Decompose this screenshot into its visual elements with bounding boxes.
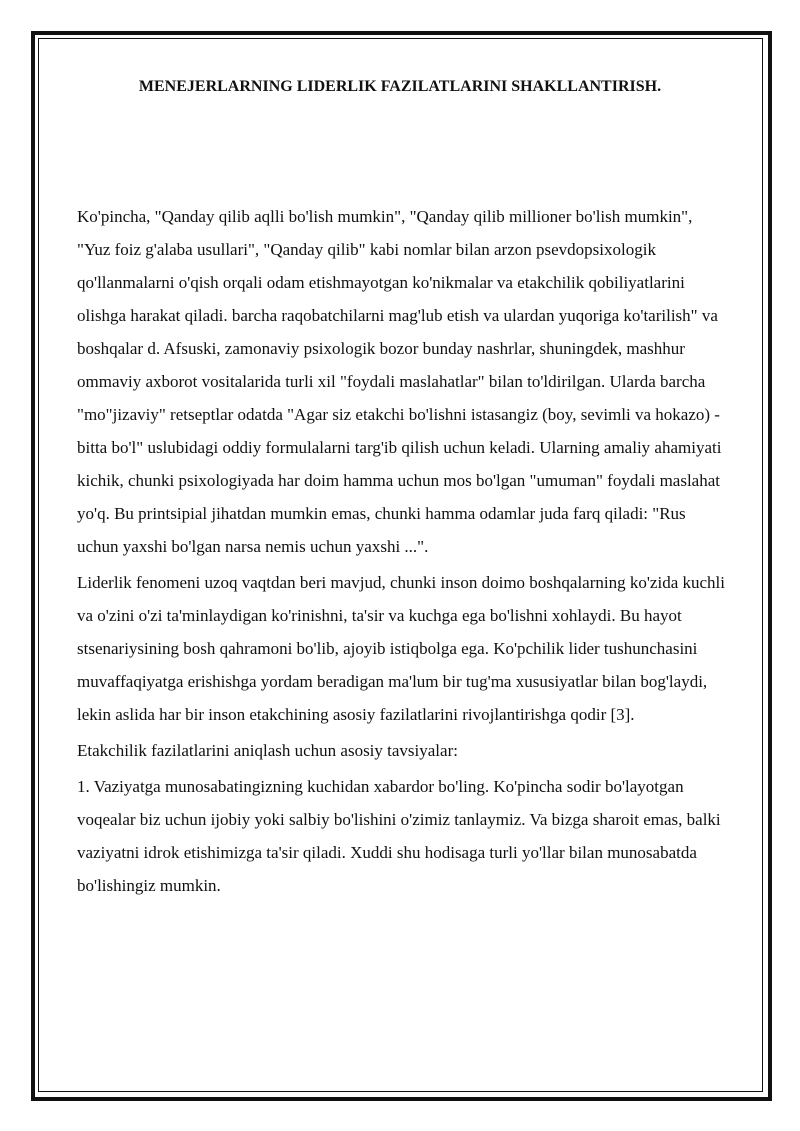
paragraph-recommendation-1: 1. Vaziyatga munosabatingizning kuchidan xabardor bo'ling. Ko'pincha sodir bo'layotgan voqealar biz uchun ijobiy yoki salbiy bo'lishini o'zimiz tanlaymiz. Va bizga sharoit emas, balki vaziyatni idrok etishimizga ta'sir qiladi. Xuddi shu hodisaga turli yo'llar bilan munosabatda bo'lishingiz mumkin. xyxy=(77,777,721,895)
paragraph-recommendations-heading: Etakchilik fazilatlarini aniqlash uchun asosiy tavsiyalar: xyxy=(77,741,458,760)
paragraph-leadership-phenomenon: Liderlik fenomeni uzoq vaqtdan beri mavjud, chunki inson doimo boshqalarning ko'zida kuchli va o'zini o'zi ta'minlaydigan ko'rinishni, ta'sir va kuchga ega bo'lishni xohlaydi. Bu hayot stsenariysining bosh qahramoni bo'lib, ajoyib istiqbolga ega. Ko'pchilik lider tushunchasini muvaffaqiyatga erishishga yordam beradigan ma'lum bir tug'ma xususiyatlar bilan bog'laydi, lekin aslida har bir inson etakchining asosiy fazilatlarini rivojlantirishga qodir [3]. xyxy=(77,573,725,724)
document-title: MENEJERLARNING LIDERLIK FAZILATLARINI SHAKLLANTIRISH. xyxy=(138,78,662,95)
paragraph-intro: Ko'pincha, "Qanday qilib aqlli bo'lish mumkin", "Qanday qilib millioner bo'lish mumkin", "Yuz foiz g'alaba usullari", "Qanday qilib" kabi nomlar bilan arzon psevdopsixologik qo'llanmalarni o'qish orqali odam etishmayotgan ko'nikmalar va etakchilik qobiliyatlarini olishga harakat qiladi. barcha raqobatchilarni mag'lub etish va ulardan yuqoriga ko'tarilish" va boshqalar d. Afsuski, zamonaviy psixologik bozor bunday nashrlar, shuningdek, mashhur ommaviy axborot vositalarida turli xil "foydali maslahatlar" bilan to'ldirilgan. Ularda barcha "mo"jizaviy" retseptlar odatda "Agar siz etakchi bo'lishni istasangiz (boy, sevimli va hokazo) - bitta bo'l" uslubidagi oddiy formulalarni targ'ib qilish uchun keladi. Ularning amaliy ahamiyati kichik, chunki psixologiyada har doim hamma uchun mos bo'lgan "umuman" foydali maslahat yo'q. Bu printsipial jihatdan mumkin emas, chunki hamma odamlar juda farq qiladi: "Rus uchun yaxshi bo'lgan narsa nemis uchun yaxshi ...". xyxy=(77,207,722,556)
document-body xyxy=(77,200,727,905)
